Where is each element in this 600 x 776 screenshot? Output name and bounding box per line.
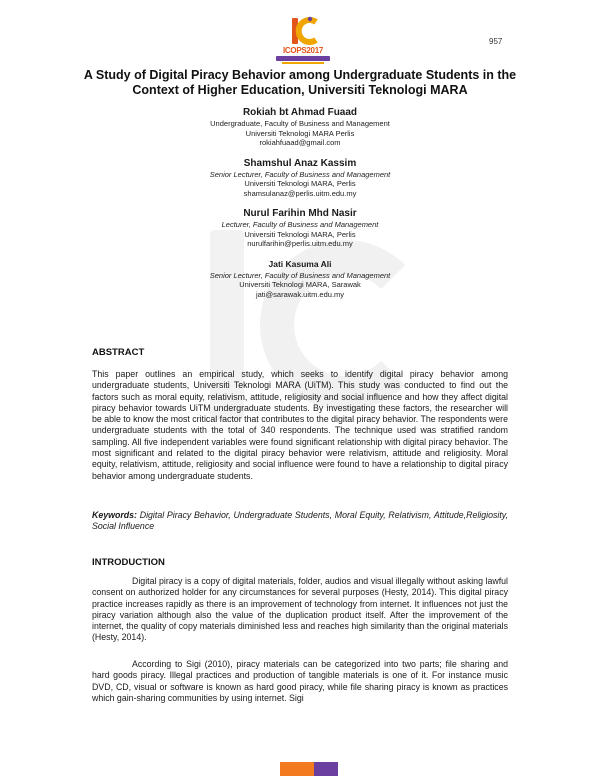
keywords-text: Digital Piracy Behavior, Undergraduate Students, Moral Equity, Relativism, Attitude,Religiosity, Social Influence bbox=[92, 510, 508, 532]
author-name: Shamshul Anaz Kassim bbox=[243, 157, 357, 169]
conference-logo-banner bbox=[276, 56, 330, 61]
author-email: rokiahfuaad@gmail.com bbox=[259, 138, 341, 147]
author-name: Rokiah bt Ahmad Fuaad bbox=[242, 107, 358, 118]
author-institution: Universiti Teknologi MARA, Sarawak bbox=[239, 280, 361, 289]
footer-bar-purple bbox=[314, 762, 338, 776]
author-affiliation: Undergraduate, Faculty of Business and Management bbox=[210, 119, 390, 128]
author-block bbox=[100, 106, 500, 148]
author-affiliation: Lecturer, Faculty of Business and Management bbox=[221, 220, 379, 229]
author-email: nurulfarihin@perlis.uitm.edu.my bbox=[247, 239, 353, 248]
author-block bbox=[100, 157, 500, 199]
footer-bar-orange bbox=[280, 762, 314, 776]
author-email: shamsulanaz@perlis.uitm.edu.my bbox=[243, 188, 357, 198]
introduction-paragraph: Digital piracy is a copy of digital materials, folder, audios and visual illegally without asking lawful consent on authorized holder for any circumstances for several purposes (Hesty, 2014). This digital piracy practice increases rapidly as there is an improvement of technology from internet. It influences not just the piracy variation although also the value of the duplication product itself. After the improvement of the internet, the quality of copy materials diminished less and reaches high similarity than the original materials (Hesty, 2014). bbox=[92, 576, 508, 643]
author-email: jati@sarawak.uitm.edu.my bbox=[255, 289, 345, 299]
paper-title: A Study of Digital Piracy Behavior among Undergraduate Students in the Context of Higher Education, Universiti Teknologi MARA bbox=[83, 68, 517, 97]
author-institution: Universiti Teknologi MARA, Perlis bbox=[244, 179, 356, 188]
author-name: Nurul Farihin Mhd Nasir bbox=[243, 208, 357, 219]
author-name: Jati Kasuma Ali bbox=[268, 258, 332, 269]
keywords bbox=[92, 510, 508, 533]
introduction-paragraph: According to Sigi (2010), piracy materials can be categorized into two parts; file sharing and hard goods piracy. Illegal practices and production of tangible materials is one of it. For instance music DVD, CD, visual or software is known as hard good piracy, while file sharing piracy is known as practices which gain-sharing communities by using internet. Sigi bbox=[92, 659, 508, 703]
author-block bbox=[100, 258, 500, 300]
author-list bbox=[100, 106, 500, 308]
conference-logo-underline bbox=[282, 62, 324, 64]
author-institution: Universiti Teknologi MARA Perlis bbox=[245, 128, 355, 138]
author-affiliation: Senior Lecturer, Faculty of Business and Management bbox=[209, 270, 391, 280]
keywords-label: Keywords: bbox=[92, 510, 137, 520]
abstract-heading: ABSTRACT bbox=[92, 347, 145, 358]
introduction-heading: INTRODUCTION bbox=[92, 557, 165, 568]
author-institution: Universiti Teknologi MARA, Perlis bbox=[244, 229, 356, 239]
page-number: 957 bbox=[489, 37, 503, 46]
author-affiliation: Senior Lecturer, Faculty of Business and Management bbox=[209, 169, 391, 179]
author-block bbox=[100, 207, 500, 249]
conference-logo-mark bbox=[270, 14, 336, 46]
conference-logo-text: ICOPS2017 bbox=[283, 46, 323, 55]
abstract-text: This paper outlines an empirical study, which seeks to identify digital piracy behavior among undergraduate students, Universiti Teknologi MARA (UiTM). This study was conducted to find out the factors such as moral equity, relativism, attitude, religiosity and social influence and how they affect digital piracy behavior towards UiTM undergraduate students. By investigating these factors, the researcher will be able to know the most critical factor that contributes to the digital piracy behavior. The respondents were undergraduate students with the total of 340 respondents. The technique used was stratified random sampling. All five independent variables were found significant relationship with digital piracy behavior. The most significant and related to the digital piracy behavior were relativism, attitude and religiosity. Moral equity, relativism, attitude, religiosity and social influence were found to have a relationship to digital piracy behavior among undergraduate students. bbox=[92, 369, 508, 481]
conference-logo bbox=[270, 14, 336, 66]
